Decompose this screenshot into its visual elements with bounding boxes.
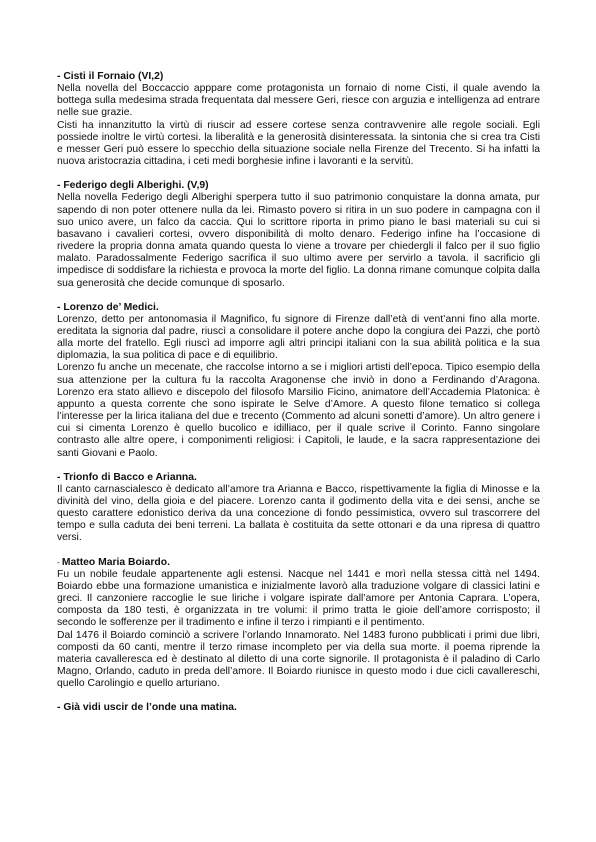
paragraph: Il canto carnascialesco è dedicato all’amore tra Arianna e Bacco, rispettivamente la figlia di Minosse e la divinità del vino, della gioia e del piacere. Lorenzo canta il godimento della vita e dei sensi, anche se questo carattere edonistico deriva da una concezione di fondo pessimistica, ovvero sul trascorrere del tempo e sulla caduta dei beni terreni. La ballata è costituita da sette ottonari e da una ripresa di quattro versi.	[57, 483, 540, 544]
paragraph: Nella novella Federigo degli Alberighi sperpera tutto il suo patrimonio conquistare la donna amata, pur sapendo di non poter ottenere nulla da lei. Rimasto povero si ritira in un suo podere in campagna con il suo unico avere, un falco da caccia. Qui lo scrittore riporta in primo piano le basi materiali su cui si basavano i cavalieri cortesi, ovvero disponibilità di molto denaro. Federigo infine ha l’occasione di rivedere la propria donna amata quando questa lo viene a trovare per chiedergli il falco per il suo figlio malato. Paradossalmente Federigo sacrifica il suo ultimo avere per servirlo a tavola. il sacrificio gli impedisce di soddisfare la richiesta e provoca la morte del figlio. La donna rimane comunque colpita dalla sua generosità che decide comunque di sposarlo.	[57, 192, 540, 289]
section-gia-vidi	[57, 702, 540, 714]
section-heading	[57, 472, 540, 484]
section-heading	[57, 180, 540, 192]
section-heading-text: Già vidi uscir de l’onde una matina.	[63, 702, 237, 714]
heading-dash: -	[57, 71, 64, 82]
paragraph: Lorenzo fu anche un mecenate, che raccolse intorno a se i migliori artisti dell’epoca. Tipico esempio della sua attenzione per la cultura fu la raccolta Aragonense che inviò in dono a Ferdinando d’Aragona. Lorenzo era stato allievo e discepolo del filosofo Marsilio Ficino, animatore dell’Accademia Platonica: è appunto a questa corrente che sono ispirate le Selve d’Amore. A questo filone tematico si collega l’interesse per la lirica italiana del due e trecento (Commento ad alcuni sonetti d’amore). Un altro genere i cui si cimenta Lorenzo è quello bucolico e idilliaco, per il quale scrive il Corinto. Fanno singolare contrasto alle altre opere, i componimenti religiosi: i Capitoli, le laude, e la sacra rappresentazione dei santi Giovani e Paolo.	[57, 362, 540, 459]
paragraph: Nella novella del Boccaccio apppare come protagonista un fornaio di nome Cisti, il quale avendo la bottega sulla medesima strada frequentata dal messere Geri, riesce con arguzia e intelligenza ad entrare nelle sue grazie.	[57, 83, 540, 119]
paragraph: Cisti ha innanzitutto la virtù di riuscir ad essere cortese senza contravvenire alle regole sociali. Egli possiede inoltre le virtù cortesi. la liberalità e la generosità disinteressata. la sintonia che si crea tra Cisti e messer Geri può essere lo specchio della situazione sociale nella Firenze del Trecento. Si ha infatti la nuova aristocrazia cittadina, i ceti medi borghesie infine i lavoranti e la servitù.	[57, 119, 540, 168]
section-heading-text: Cisti il Fornaio (VI,2)	[63, 71, 164, 82]
heading-dash: -	[57, 180, 64, 192]
section-heading-text: Lorenzo de’ Medici.	[63, 301, 159, 313]
heading-dash: -	[57, 471, 64, 483]
section-lorenzo	[57, 302, 540, 460]
section-federigo	[57, 180, 540, 289]
heading-dash: -	[57, 557, 62, 567]
section-heading-text: Trionfo di Bacco e Arianna.	[63, 471, 197, 483]
section-heading	[57, 302, 540, 314]
section-heading	[57, 71, 540, 83]
document-page	[57, 71, 540, 727]
section-heading	[57, 702, 540, 714]
section-cisti	[57, 71, 540, 168]
paragraph: Lorenzo, detto per antonomasia il Magnifico, fu signore di Firenze dall’età di vent’anni fino alla morte. ereditata la signoria dal padre, riuscì a consolidare il potere anche dopo la congiura dei Pazzi, che portò alla morte del fratello. Egli riuscì ad imporre agli altri principi italiani con la sua abilità politica e la sua diplomazia, la sua politica di pace e di equilibrio.	[57, 313, 540, 362]
section-heading-text: Matteo Maria Boiardo.	[61, 556, 170, 568]
section-heading	[57, 557, 540, 569]
heading-dash: -	[57, 702, 64, 714]
paragraph: Fu un nobile feudale appartenente agli estensi. Nacque nel 1441 e morì nella stessa città nel 1494. Boiardo ebbe una formazione umanistica e inizialmente lavorò alla traduzione volgare di classici latini e greci. Il canzoniere raccoglie le sue liriche i volgare ispirate dall’amore per Antonia Caprara. L’opera, composta da 180 testi, è organizzata in tre volumi: il primo tratta le gioie dell’amore corrisposto; il secondo le sofferenze per il tradimento e infine il terzo i rimpianti e il pentimento.	[57, 568, 540, 629]
section-heading-text: Federigo degli Alberighi. (V,9)	[63, 180, 209, 192]
section-boiardo	[57, 557, 540, 691]
heading-dash: -	[57, 301, 64, 313]
paragraph: Dal 1476 il Boiardo cominciò a scrivere l’orlando Innamorato. Nel 1483 furono pubblicati i primi due libri, composti da 60 canti, mentre il terzo rimase incompleto per via della sua morte. il poema riprende la materia cavalleresca ed è destinato al diletto di una corte signorile. Il protagonista è il paladino di Carlo Magno, Orlando, caduto in preda dell’amore. Il Boiardo riunisce in questo modo i due cicli cavallereschi, quello Carolingio e quello arturiano.	[57, 629, 540, 690]
section-trionfo	[57, 472, 540, 545]
